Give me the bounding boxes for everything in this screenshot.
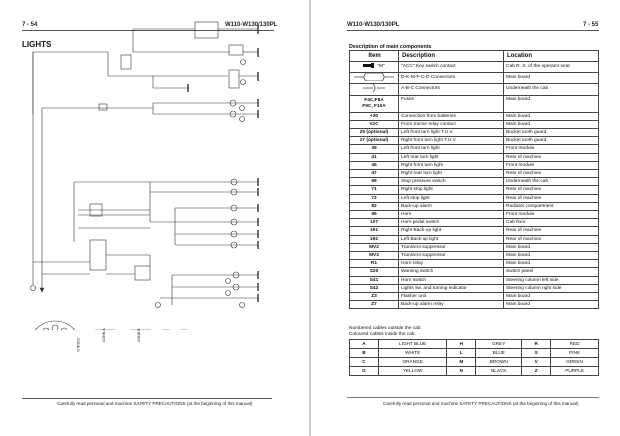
location-cell: Bucket tooth guard bbox=[504, 137, 599, 145]
description-cell: Back-up alarm relay bbox=[399, 301, 504, 309]
cable-color: PURPLE bbox=[551, 367, 599, 376]
connector-b-label: CONN.B bbox=[137, 328, 141, 342]
description-cell: From tractor relay contact bbox=[399, 120, 504, 128]
item-cell bbox=[350, 235, 399, 243]
item-code: F9C, F10A bbox=[362, 103, 386, 109]
item-cell bbox=[350, 145, 399, 153]
item-cell bbox=[350, 227, 399, 235]
item-code: +30 bbox=[369, 113, 379, 119]
table-row bbox=[350, 235, 599, 243]
description-cell: Fuses bbox=[399, 95, 504, 112]
table-row bbox=[350, 243, 599, 251]
cable-color: ORANGE bbox=[379, 358, 447, 367]
horn-symbol bbox=[229, 45, 243, 55]
location-cell: Cab R. S. of the operator seat bbox=[504, 62, 599, 73]
item-cell bbox=[350, 169, 399, 177]
description-cell: Horn relay bbox=[399, 260, 504, 268]
location-cell: Front module bbox=[504, 161, 599, 169]
cable-row bbox=[350, 367, 599, 376]
fuse-symbol bbox=[99, 104, 107, 110]
description-cell: Warning switch bbox=[399, 268, 504, 276]
table-row bbox=[350, 194, 599, 202]
table-row bbox=[350, 268, 599, 276]
double-connector-icon bbox=[354, 75, 394, 80]
location-cell: Steering column right side bbox=[504, 284, 599, 292]
description-cell: Horn switch bbox=[399, 276, 504, 284]
alarm-symbol bbox=[229, 70, 239, 88]
table-row bbox=[350, 260, 599, 268]
footer-right: Carefully read personal and machine SAFETY PRECAUTIONS (at the beginning of this manual) bbox=[383, 401, 579, 406]
table-row bbox=[350, 202, 599, 210]
table-row bbox=[350, 62, 599, 73]
header-rule-right bbox=[347, 30, 599, 31]
location-cell: Front module bbox=[504, 210, 599, 218]
components-table bbox=[349, 50, 599, 309]
location-cell: Cab floor bbox=[504, 219, 599, 227]
item-cell bbox=[350, 186, 399, 194]
item-code: 39 bbox=[371, 146, 377, 152]
cable-color: BLUE bbox=[476, 349, 522, 358]
table-row bbox=[350, 161, 599, 169]
item-code: S41 bbox=[369, 277, 379, 283]
cable-color: YELLOW bbox=[379, 367, 447, 376]
item-cell bbox=[350, 73, 399, 84]
location-cell: Underneath the cab bbox=[504, 84, 599, 95]
item-cell bbox=[350, 128, 399, 136]
footer-rule-right bbox=[347, 397, 599, 398]
cable-color-table bbox=[349, 339, 599, 376]
model-header-left: W110-W130/130PL bbox=[225, 22, 278, 28]
location-cell: Rear of machine bbox=[504, 153, 599, 161]
location-cell: Steering column left side bbox=[504, 276, 599, 284]
location-cell: Main board bbox=[504, 260, 599, 268]
description-cell: Right rear turn light bbox=[399, 169, 504, 177]
cable-row bbox=[350, 340, 599, 349]
item-cell bbox=[350, 161, 399, 169]
table-row bbox=[350, 186, 599, 194]
item-cell bbox=[350, 219, 399, 227]
connector-pins bbox=[35, 325, 75, 330]
cable-code: N bbox=[447, 367, 476, 376]
item-cell bbox=[350, 178, 399, 186]
location-cell: Rear of machine bbox=[504, 169, 599, 177]
cable-code: G bbox=[350, 367, 379, 376]
page-number-left: 7 - 54 bbox=[22, 22, 38, 28]
table-row bbox=[350, 178, 599, 186]
item-code: S42 bbox=[369, 285, 379, 291]
table-row bbox=[350, 293, 599, 301]
table-row bbox=[350, 210, 599, 218]
item-cell bbox=[350, 112, 399, 120]
column-header-item: Item bbox=[350, 51, 399, 62]
location-cell: Bucket tooth guard bbox=[504, 128, 599, 136]
table-row bbox=[350, 73, 599, 84]
item-code: MV3 bbox=[369, 252, 379, 258]
wiring-diagram bbox=[0, 0, 309, 330]
item-code: 45 bbox=[371, 162, 377, 168]
item-code: V2C bbox=[369, 121, 379, 127]
item-code: 71 bbox=[371, 187, 377, 193]
location-cell: Main board bbox=[504, 112, 599, 120]
item-cell bbox=[350, 293, 399, 301]
item-code: 69 bbox=[371, 179, 377, 185]
item-cell bbox=[350, 260, 399, 268]
table-row bbox=[350, 84, 599, 95]
item-cell bbox=[350, 301, 399, 309]
location-cell: Radiator compartment bbox=[504, 202, 599, 210]
connector-d bbox=[29, 321, 81, 330]
cable-notes bbox=[349, 326, 422, 338]
description-cell: Flasher unit bbox=[399, 293, 504, 301]
table-header-row bbox=[350, 51, 599, 62]
cable-code: Z bbox=[522, 367, 551, 376]
column-header-location: Location bbox=[504, 51, 599, 62]
description-cell: Transient suppressor bbox=[399, 251, 504, 259]
flasher-unit-symbol bbox=[135, 266, 150, 280]
location-cell: Underneath the cab bbox=[504, 178, 599, 186]
location-cell: Switch panel bbox=[504, 268, 599, 276]
description-cell: Left front turn light bbox=[399, 145, 504, 153]
cable-color: BROWN bbox=[476, 358, 522, 367]
description-cell: Left rear turn light bbox=[399, 153, 504, 161]
page-number-right: 7 - 55 bbox=[583, 22, 599, 28]
item-code: F4C,F8A bbox=[364, 97, 384, 103]
table-row bbox=[350, 251, 599, 259]
item-code: "M" bbox=[377, 64, 385, 69]
description-cell: Back-up alarm bbox=[399, 202, 504, 210]
cable-row bbox=[350, 358, 599, 367]
location-cell: Rear of machine bbox=[504, 194, 599, 202]
cable-color: BLACK bbox=[476, 367, 522, 376]
item-code: 47 bbox=[371, 170, 377, 176]
description-cell: Horn pedal switch bbox=[399, 219, 504, 227]
cable-color: GREEN bbox=[551, 358, 599, 367]
table-row bbox=[350, 169, 599, 177]
column-header-description: Description bbox=[399, 51, 504, 62]
description-cell: Lights sw. and turning indicator bbox=[399, 284, 504, 292]
item-code: Z7 bbox=[371, 302, 377, 308]
location-cell: Main board bbox=[504, 120, 599, 128]
cable-code: C bbox=[350, 358, 379, 367]
light-switch-symbol bbox=[90, 240, 106, 270]
cable-color: PINK bbox=[551, 349, 599, 358]
item-cell bbox=[350, 202, 399, 210]
location-cell: Main board bbox=[504, 73, 599, 84]
item-code: 107 bbox=[369, 220, 378, 226]
item-code: 72 bbox=[371, 195, 377, 201]
table-row bbox=[350, 284, 599, 292]
item-cell bbox=[350, 62, 399, 73]
cable-code: S bbox=[522, 349, 551, 358]
description-cell: Stop pressure switch bbox=[399, 178, 504, 186]
item-cell bbox=[350, 243, 399, 251]
item-code: 41 bbox=[371, 154, 377, 160]
table-row bbox=[350, 227, 599, 235]
description-cell: Left front turn light T.U.V. bbox=[399, 128, 504, 136]
item-cell bbox=[350, 137, 399, 145]
location-cell: Rear of machine bbox=[504, 186, 599, 194]
item-cell bbox=[350, 276, 399, 284]
item-code: MV2 bbox=[369, 244, 379, 250]
cable-code: M bbox=[447, 358, 476, 367]
connector-a-label: CONN.A bbox=[102, 328, 106, 342]
footer-rule-left bbox=[22, 398, 272, 399]
description-cell: Left stop light bbox=[399, 194, 504, 202]
cable-color: GREY bbox=[476, 340, 522, 349]
table-row bbox=[350, 120, 599, 128]
cable-color: WHITE bbox=[379, 349, 447, 358]
key-switch-icon bbox=[363, 64, 377, 69]
page-right bbox=[311, 0, 620, 436]
item-code: Z3 bbox=[371, 294, 377, 299]
table-row bbox=[350, 112, 599, 120]
cable-code: B bbox=[350, 349, 379, 358]
cable-color: LIGHT BLUE bbox=[379, 340, 447, 349]
description-cell: Right Back-up light bbox=[399, 227, 504, 235]
single-connector-icon bbox=[361, 87, 387, 92]
item-cell bbox=[350, 84, 399, 95]
item-code: 27 (optional) bbox=[359, 138, 389, 144]
table-row bbox=[350, 137, 599, 145]
description-cell: Horn bbox=[399, 210, 504, 218]
item-cell bbox=[350, 210, 399, 218]
item-cell bbox=[350, 95, 399, 112]
ground-terminal bbox=[31, 286, 36, 291]
description-cell: Transient suppressor bbox=[399, 243, 504, 251]
table-row bbox=[350, 276, 599, 284]
description-cell: A-B-C Connectors bbox=[399, 84, 504, 95]
location-cell: Main board bbox=[504, 301, 599, 309]
footer-left: Carefully read personal and machine SAFETY PRECAUTIONS (at the beginning of this manual) bbox=[57, 401, 253, 406]
description-cell: Right front turn light bbox=[399, 161, 504, 169]
table-row bbox=[350, 219, 599, 227]
table-row bbox=[350, 153, 599, 161]
location-cell: Main board bbox=[504, 95, 599, 112]
cable-code: L bbox=[447, 349, 476, 358]
item-code: R1 bbox=[370, 261, 378, 267]
cable-row bbox=[350, 349, 599, 358]
cable-note: Numbered cables outside the cab. bbox=[349, 326, 422, 331]
description-cell: Right stop light bbox=[399, 186, 504, 194]
description-cell: Connection from batteries bbox=[399, 112, 504, 120]
item-code: 95 bbox=[371, 211, 377, 217]
connector-d-label: CONN.D bbox=[76, 338, 80, 352]
section-title: LIGHTS bbox=[22, 40, 52, 49]
switch-box bbox=[195, 22, 218, 38]
cable-code: R bbox=[522, 340, 551, 349]
components-title: Description of main components bbox=[349, 44, 432, 50]
item-code: 25 (optional) bbox=[359, 129, 389, 135]
item-cell bbox=[350, 194, 399, 202]
description-cell: Right front turn light T.U.V. bbox=[399, 137, 504, 145]
cable-code: V bbox=[522, 358, 551, 367]
location-cell: Main board bbox=[504, 243, 599, 251]
table-row bbox=[350, 95, 599, 112]
table-row bbox=[350, 145, 599, 153]
table-row bbox=[350, 128, 599, 136]
item-cell bbox=[350, 153, 399, 161]
cable-note: Coloured cables inside the cab. bbox=[349, 332, 416, 337]
location-cell: Main board bbox=[504, 293, 599, 301]
description-cell: D-K-M-F-C-D Connectors bbox=[399, 73, 504, 84]
description-cell: "ACC" Key switch contact bbox=[399, 62, 504, 73]
cable-code: A bbox=[350, 340, 379, 349]
table-row bbox=[350, 301, 599, 309]
location-cell: Rear of machine bbox=[504, 227, 599, 235]
description-cell: Left Back-up light bbox=[399, 235, 504, 243]
location-cell: Main board bbox=[504, 251, 599, 259]
item-code: 192 bbox=[369, 236, 378, 242]
item-code: S20 bbox=[369, 269, 379, 275]
model-header-right: W110-W130/130PL bbox=[347, 22, 400, 28]
cable-color: RED bbox=[551, 340, 599, 349]
item-code: 82 bbox=[371, 203, 377, 209]
location-cell: Front module bbox=[504, 145, 599, 153]
item-cell bbox=[350, 251, 399, 259]
item-code: 191 bbox=[369, 228, 378, 234]
item-cell bbox=[350, 120, 399, 128]
location-cell: Rear of machine bbox=[504, 235, 599, 243]
relay-symbol bbox=[121, 55, 131, 69]
item-cell bbox=[350, 268, 399, 276]
page-left bbox=[0, 0, 309, 436]
item-cell bbox=[350, 284, 399, 292]
cable-code: H bbox=[447, 340, 476, 349]
